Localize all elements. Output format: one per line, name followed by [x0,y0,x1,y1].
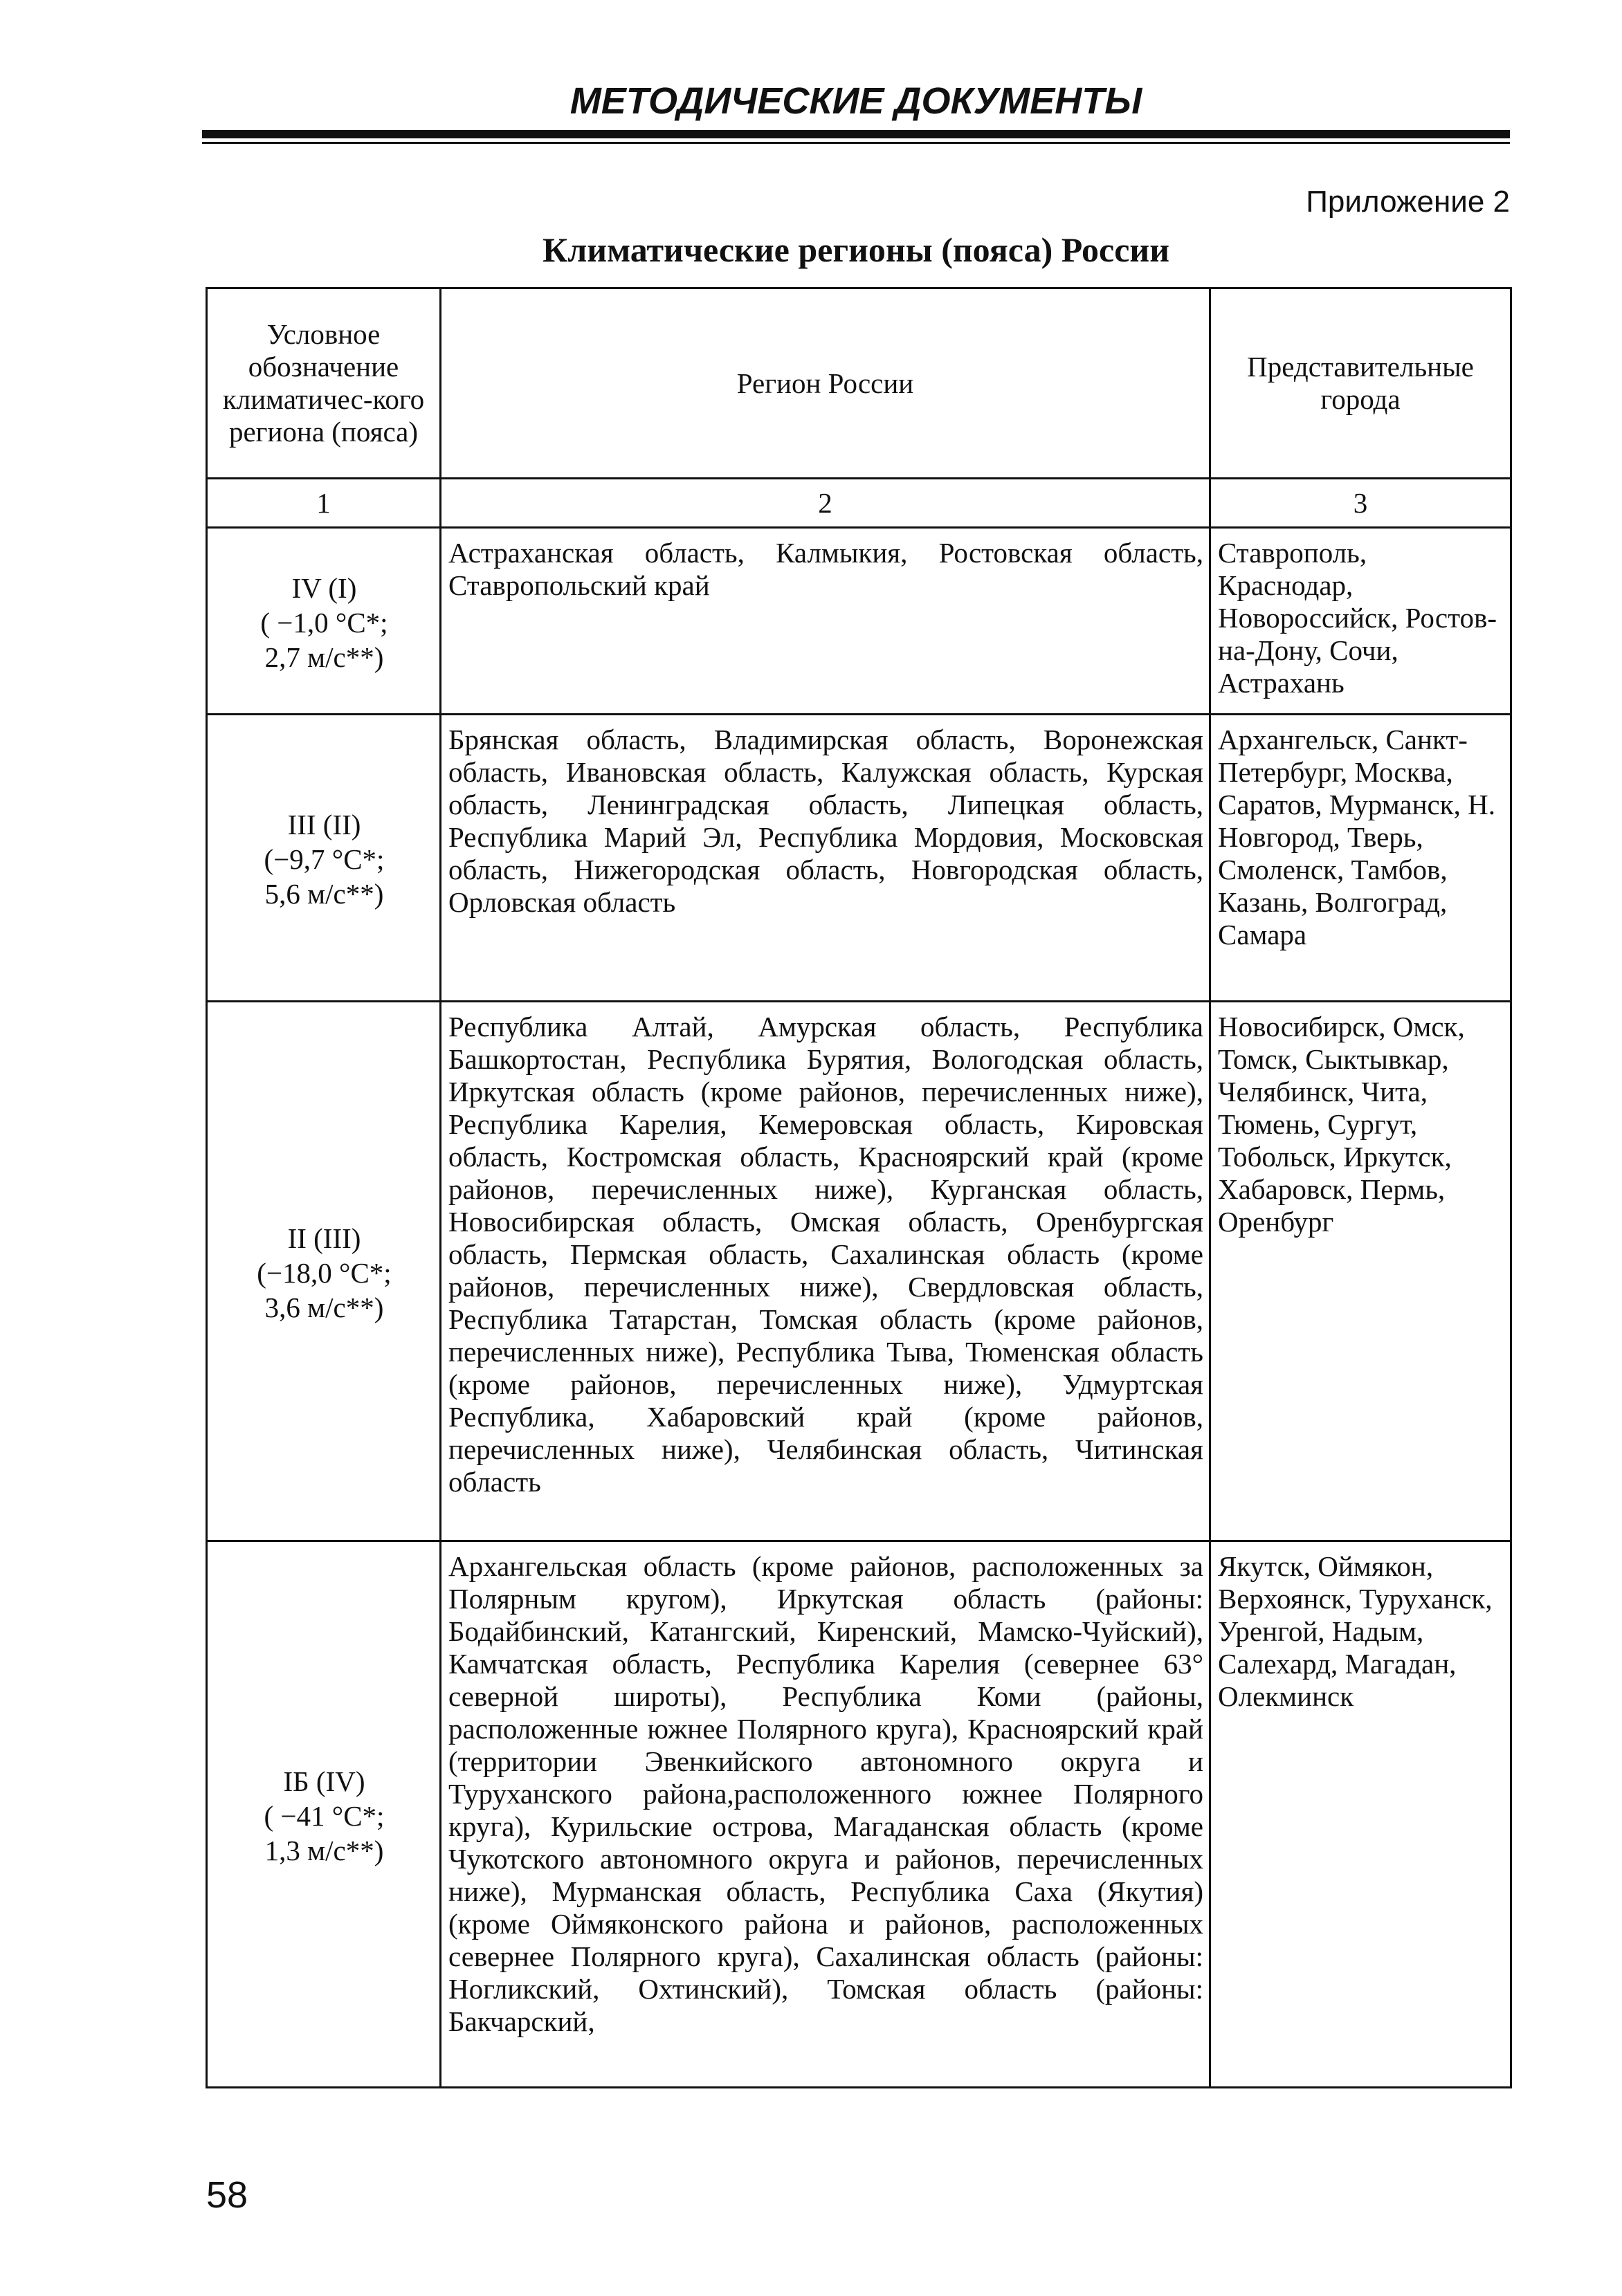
table-row [207,1541,1511,2088]
city-list: Архангельск, Санкт-Петербург, Москва, Саратов, Мурманск, Н. Новгород, Тверь, Смоленск, Тамбов, Казань, Волгоград, Самара [1210,715,1511,1002]
region-code: II (III) [287,1222,361,1254]
column-number: 3 [1210,479,1511,528]
region-code: III (II) [287,809,361,841]
region-code-cell [207,1541,441,2088]
region-wind: 5,6 м/с**) [264,878,384,910]
region-temperature: (−9,7 °C*; [264,843,385,875]
column-number-row [207,479,1511,528]
region-code: IV (I) [291,571,357,604]
header-rule-thin [202,142,1510,144]
appendix-label: Приложение 2 [1306,185,1510,219]
region-list: Астраханская область, Калмыкия, Ростовская область, Ставропольский край [441,528,1210,715]
region-code: IБ (IV) [283,1765,365,1797]
table-header-row [207,288,1511,479]
table-row [207,528,1511,715]
column-number: 1 [207,479,441,528]
city-list: Ставрополь, Краснодар, Новороссийск, Ростов-на-Дону, Сочи, Астрахань [1210,528,1511,715]
table-row [207,715,1511,1002]
region-code-cell [207,528,441,715]
region-code-cell [207,715,441,1002]
table-row [207,1002,1511,1541]
page-number: 58 [206,2174,248,2216]
region-wind: 3,6 м/с**) [264,1291,384,1323]
region-list: Республика Алтай, Амурская область, Республика Башкортостан, Республика Бурятия, Вологодская область, Иркутская область (кроме районов, перечисленных ниже), Республика Карелия, Кемеровская область, Кировская область, Костромская область, Красноярский край (кроме районов, перечисленных ниже), Курганская область, Новосибирская область, Омская область, Оренбургская область, Пермская область, Сахалинская область (кроме районов, перечисленных ниже), Свердловская область, Республика Татарстан, Томская область (кроме районов, перечисленных ниже), Республика Тыва, Тюменская область (кроме районов, перечисленных ниже), Удмуртская Республика, Хабаровский край (кроме районов, перечисленных ниже), Челябинская область, Читинская область [441,1002,1210,1541]
region-code-cell [207,1002,441,1541]
climate-regions-table [206,287,1512,2088]
header-cities: Представительные города [1210,288,1511,479]
region-temperature: (−18,0 °C*; [257,1256,392,1289]
header-rule-thick [202,130,1510,138]
region-list: Архангельская область (кроме районов, расположенных за Полярным кругом), Иркутская область (районы: Бодайбинский, Катангский, Киренский, Мамско-Чуйский), Камчатская область, Республика Карелия (севернее 63° северной широты), Республика Коми (районы, расположенные южнее Полярного круга), Красноярский край (территории Эвенкийского автономного округа и Туруханского района,расположенного южнее Полярного круга), Курильские острова, Магаданская область (кроме Чукотского автономного округа и районов, перечисленных ниже), Мурманская область, Республика Саха (Якутия) (кроме Оймяконского района и районов, расположенных севернее Полярного круга), Сахалинская область (районы: Ногликский, Охтинский), Томская область (районы: Бакчарский, [441,1541,1210,2088]
region-list: Брянская область, Владимирская область, Воронежская область, Ивановская область, Калужская область, Курская область, Ленинградская область, Липецкая область, Республика Марий Эл, Республика Мордовия, Московская область, Нижегородская область, Новгородская область, Орловская область [441,715,1210,1002]
region-wind: 1,3 м/с**) [264,1834,384,1866]
header-region: Регион России [441,288,1210,479]
region-wind: 2,7 м/с**) [264,641,384,673]
city-list: Новосибирск, Омск, Томск, Сыктывкар, Челябинск, Чита, Тюмень, Сургут, Тобольск, Иркутск, Хабаровск, Пермь, Оренбург [1210,1002,1511,1541]
section-header: МЕТОДИЧЕСКИЕ ДОКУМЕНТЫ [569,80,1142,122]
region-temperature: ( −41 °C*; [264,1799,385,1832]
city-list: Якутск, Оймякон, Верхоянск, Туруханск, Уренгой, Надым, Салехард, Магадан, Олекминск [1210,1541,1511,2088]
region-temperature: ( −1,0 °C*; [260,606,388,639]
table-title: Климатические регионы (пояса) России [542,230,1170,269]
column-number: 2 [441,479,1210,528]
header-code: Условное обозначение климатичес-кого региона (пояса) [207,288,441,479]
